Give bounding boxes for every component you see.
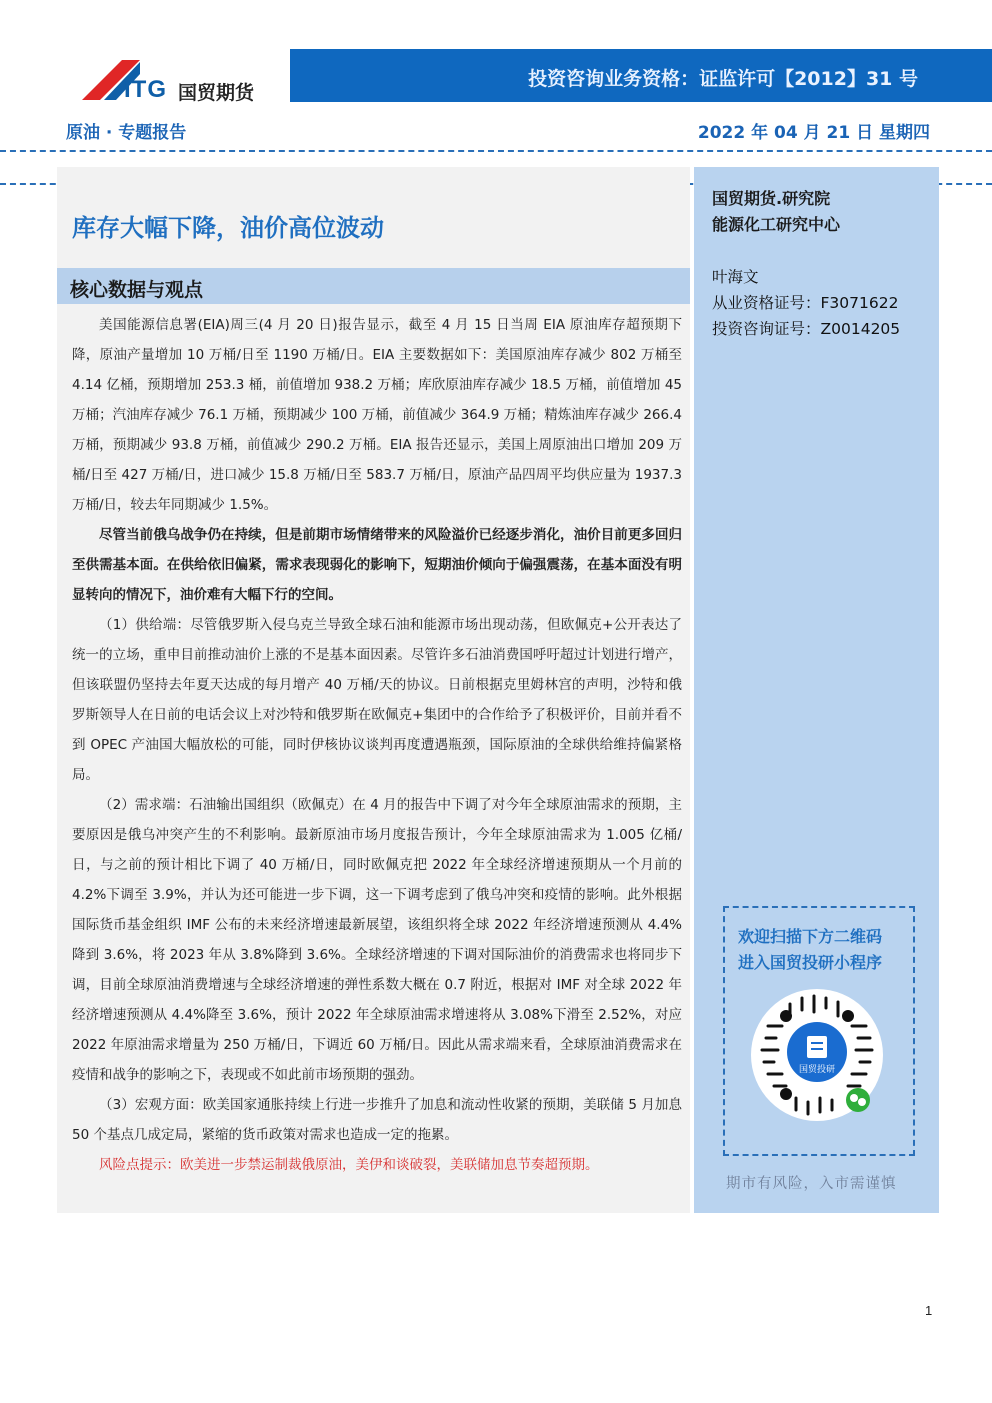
report-category: 原油 · 专题报告 <box>66 123 187 143</box>
report-date: 2022 年 04 月 21 日 星期四 <box>697 123 930 143</box>
logo-company-name: 国贸期货 <box>178 82 255 104</box>
qr-center-label: 国贸投研 <box>798 1065 836 1075</box>
qr-caption-2: 进入国贸投研小程序 <box>738 953 883 972</box>
logo-text: ITG <box>124 76 167 103</box>
license-info: 投资咨询业务资格：证监许可【2012】31 号 <box>528 68 918 90</box>
org-name: 国贸期货.研究院 <box>712 189 831 208</box>
report-title: 库存大幅下降，油价高位波动 <box>72 214 384 242</box>
paragraph-summary: 尽管当前俄乌战争仍在持续，但是前期市场情绪带来的风险溢价已经逐步消化，油价目前更多回归至供需基本面。在供给依旧偏紧，需求表现弱化的影响下，短期油价倾向于偏强震荡，在基本面没有明显转向的情况下，油价难有大幅下行的空间。 <box>72 527 682 603</box>
org-department: 能源化工研究中心 <box>712 215 841 234</box>
paragraph-supply: （1）供给端：尽管俄罗斯入侵乌克兰导致全球石油和能源市场出现动荡，但欧佩克+公开表达了统一的立场，重申目前推动油价上涨的不是基本面因素。尽管许多石油消费国呼吁超过计划进行增产，但该联盟仍坚持去年夏天达成的每月增产 40 万桶/天的协议。日前根据克里姆林宫的声明，沙特和俄罗斯领导人在日前的电话会议上对沙特和俄罗斯在欧佩克+集团中的合作给予了积极评价，目前并看不到 OPEC 产油国大幅放松的可能，同时伊核协议谈判再度遭遇瓶颈，国际原油的全球供给维持偏紧格局。 <box>72 617 682 783</box>
paragraph-demand: （2）需求端：石油输出国组织（欧佩克）在 4 月的报告中下调了对今年全球原油需求的预期，主要原因是俄乌冲突产生的不利影响。最新原油市场月度报告预计，今年全球原油需求为 1.005 亿桶/日，与之前的预计相比下调了 40 万桶/日，同时欧佩克把 2022 年全球经济增速预期从一个月前的 4.2%下调至 3.9%，并认为还可能进一步下调，这一下调考虑到了俄乌冲突和疫情的影响。此外根据国际货币基金组织 IMF 公布的未来经济增速最新展望，该组织将全球 2022 年经济增速预测从 4.4%降到 3.6%，将 2023 年从 3.8%降到 3.6%。全球经济增速的下调对国际油价的消费需求也将同步下调，目前全球原油消费增速与全球经济增速的弹性系数大概在 0.7 附近，根据对 IMF 对全球 2022 年经济增速预测从 4.4%降至 3.6%，预计 2022 年全球原油需求增速将从 3.08%下滑至 2.52%，对应 2022 年原油需求增量为 250 万桶/日，下调近 60 万桶/日。因此从需求端来看，全球原油消费需求在疫情和战争的影响之下，表现或不如此前市场预期的强劲。 <box>72 797 682 1083</box>
qr-caption-1: 欢迎扫描下方二维码 <box>738 927 883 946</box>
paragraph-macro: （3）宏观方面：欧美国家通胀持续上行进一步推升了加息和流动性收紧的预期，美联储 5 月加息 50 个基点几成定局，紧缩的货币政策对需求也造成一定的拖累。 <box>72 1097 682 1143</box>
risk-warning: 期市有风险，入市需谨慎 <box>726 1176 897 1192</box>
consulting-cert: 投资咨询证号：Z0014205 <box>712 320 901 338</box>
page-number: 1 <box>925 1303 933 1318</box>
qualification-cert: 从业资格证号：F3071622 <box>712 294 899 312</box>
paragraph-eia: 美国能源信息署(EIA)周三(4 月 20 日)报告显示，截至 4 月 15 日当周 EIA 原油库存超预期下降，原油产量增加 10 万桶/日至 1190 万桶/日。EIA 主要数据如下：美国原油库存减少 802 万桶至 4.14 亿桶，预期增加 253.3 桶，前值增加 938.2 万桶；库欣原油库存减少 18.5 万桶，前值增加 45 万桶；汽油库存减少 76.1 万桶，预期减少 100 万桶，前值减少 364.9 万桶；精炼油库存减少 266.4 万桶，预期减少 93.8 万桶，前值减少 290.2 万桶。EIA 报告还显示，美国上周原油出口增加 209 万桶/日至 427 万桶/日，进口减少 15.8 万桶/日至 583.7 万桶/日，原油产品四周平均供应量为 1937.3 万桶/日，较去年同期减少 1.5%。 <box>72 317 682 513</box>
divider-top <box>0 150 992 152</box>
author-name: 叶海文 <box>712 268 759 286</box>
qr-code-icon[interactable] <box>748 986 886 1124</box>
paragraph-risk: 风险点提示：欧美进一步禁运制裁俄原油，美伊和谈破裂，美联储加息节奏超预期。 <box>99 1157 599 1173</box>
section-title: 核心数据与观点 <box>70 279 204 301</box>
report-body <box>72 310 682 1180</box>
